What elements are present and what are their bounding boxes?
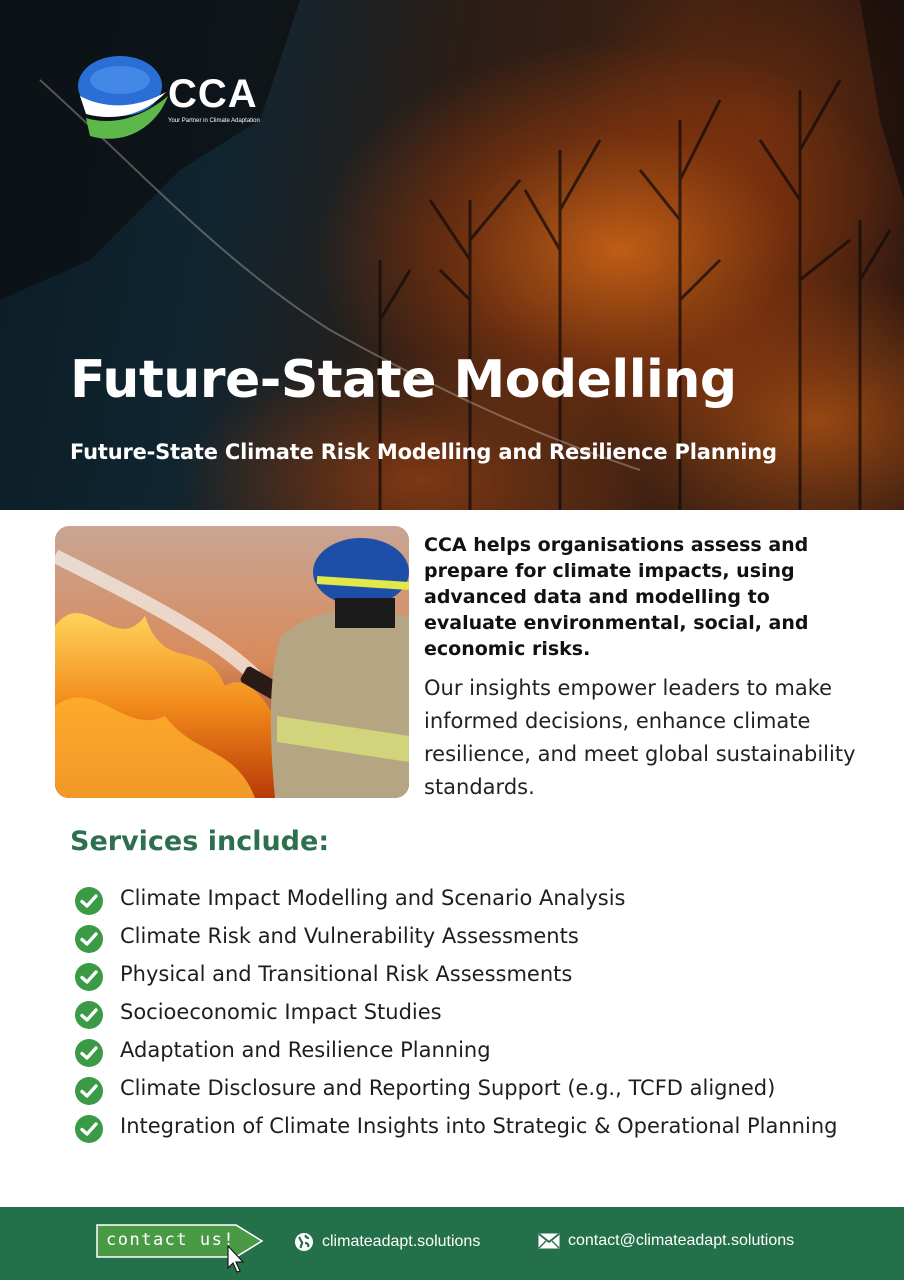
check-circle-icon [74,1076,104,1106]
service-label: Climate Impact Modelling and Scenario Analysis [120,886,626,910]
list-item [74,920,874,953]
globe-icon [294,1232,314,1252]
list-item [74,1034,874,1067]
services-heading: Services include: [70,826,330,857]
footer-bar [0,1207,904,1280]
brand-name: CCA [168,72,258,116]
contact-us-button[interactable] [96,1224,266,1274]
contact-us-label: contact us! [106,1230,236,1250]
services-list [74,882,874,1148]
check-circle-icon [74,1000,104,1030]
mail-icon [538,1233,560,1249]
intro-lead: CCA helps organisations assess and prepare for climate impacts, using advanced data and modelling to evaluate environmental, social, and economic risks. [424,534,809,660]
check-circle-icon [74,1038,104,1068]
list-item [74,1110,874,1143]
check-circle-icon [74,1114,104,1144]
firefighter-photo [55,526,409,798]
website-text: climateadapt.solutions [322,1233,481,1250]
email-link[interactable] [538,1232,794,1250]
check-circle-icon [74,924,104,954]
service-label: Physical and Transitional Risk Assessments [120,962,573,986]
website-link[interactable] [294,1232,480,1252]
list-item [74,1072,874,1105]
service-label: Integration of Climate Insights into Strategic & Operational Planning [120,1114,838,1138]
brand-tagline: Your Partner in Climate Adaptation [168,118,260,124]
check-circle-icon [74,962,104,992]
service-label: Adaptation and Resilience Planning [120,1038,491,1062]
hero-banner [0,0,904,510]
list-item [74,996,874,1029]
page-title: Future-State Modelling [70,350,737,410]
email-text: contact@climateadapt.solutions [568,1232,795,1249]
globe-swoosh-logo-icon [76,52,168,148]
check-circle-icon [74,886,104,916]
list-item [74,882,874,915]
service-label: Socioeconomic Impact Studies [120,1000,442,1024]
cca-logo [76,52,276,152]
intro-body: Our insights empower leaders to make informed decisions, enhance climate resilience, and meet global sustainability standards. [424,676,856,799]
page-subtitle: Future-State Climate Risk Modelling and Resilience Planning [70,440,777,464]
service-label: Climate Disclosure and Reporting Support (e.g., TCFD aligned) [120,1076,776,1100]
service-label: Climate Risk and Vulnerability Assessments [120,924,579,948]
list-item [74,958,874,991]
